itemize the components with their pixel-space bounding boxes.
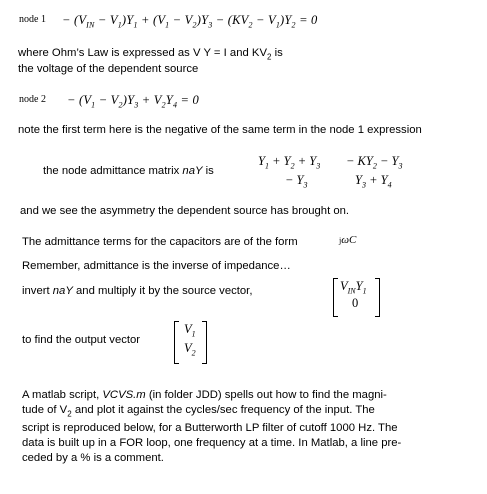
script-line-4: data is built up in a FOR loop, one frequency at a time. In Matlab, a line pre- (22, 437, 402, 450)
source-vector-left-bracket (333, 278, 338, 317)
asymmetry-line: and we see the asymmetry the dependent source has brought on. (20, 205, 350, 217)
capacitor-formula: jωC (339, 234, 357, 246)
ohm-law-line-2: the voltage of the dependent source (18, 63, 199, 75)
output-vector-right-bracket (202, 321, 207, 364)
output-vector-r1: $V_1$ (184, 322, 196, 339)
node-2-label: node 2 (19, 94, 46, 105)
matrix-intro: the node admittance matrix naY is (43, 165, 214, 177)
matrix-r1c2: − $KY_2 - Y_3$ (346, 154, 403, 171)
output-line: to find the output vector (22, 334, 141, 346)
output-vector-r2: $V_2$ (184, 341, 196, 358)
invert-line: invert naY and multiply it by the source vector, (22, 285, 253, 297)
matrix-r1c1: $Y_1 + Y_2 + Y_3$ (258, 154, 321, 171)
source-vector-r2: 0 (352, 296, 359, 310)
source-vector-right-bracket (375, 278, 380, 317)
remember-line: Remember, admittance is the inverse of impedance… (22, 260, 291, 272)
script-line-2: tude of $V_2$ and plot it against the cycles/sec frequency of the input. The (22, 404, 375, 419)
node-1-label: node 1 (19, 14, 46, 25)
script-line-1: A matlab script, VCVS.m (in folder JDD) spells out how to find the magni- (22, 389, 387, 401)
node-2-equation: − $(V_1 - V_2)Y_3 + V_2Y_4 = 0$ (67, 93, 199, 110)
script-line-5: ceded by a % is a comment. (22, 452, 164, 465)
script-paragraph (22, 388, 472, 466)
script-line-3: script is reproduced below, for a Butterworth LP filter of cutoff 1000 Hz. The (22, 422, 398, 435)
capacitor-line: The admittance terms for the capacitors are of the form (22, 236, 298, 248)
output-vector-left-bracket (174, 321, 179, 364)
node-1-equation: − $(V_{IN} - V_1)Y_1 + (V_1 - V_2)Y_3 - (KV_2 - V_1)Y_2 = 0$ (62, 13, 318, 30)
matrix-r2c2: $Y_3 + Y_4$ (355, 173, 392, 190)
ohm-law-line-1: where Ohm’s Law is expressed as V Y = I and $KV_2$ is (18, 47, 283, 62)
matrix-r2c1: − $Y_3$ (285, 173, 308, 190)
note-line: note the first term here is the negative of the same term in the node 1 expression (18, 124, 422, 136)
source-vector-r1: $V_{IN}Y_1$ (340, 279, 367, 296)
